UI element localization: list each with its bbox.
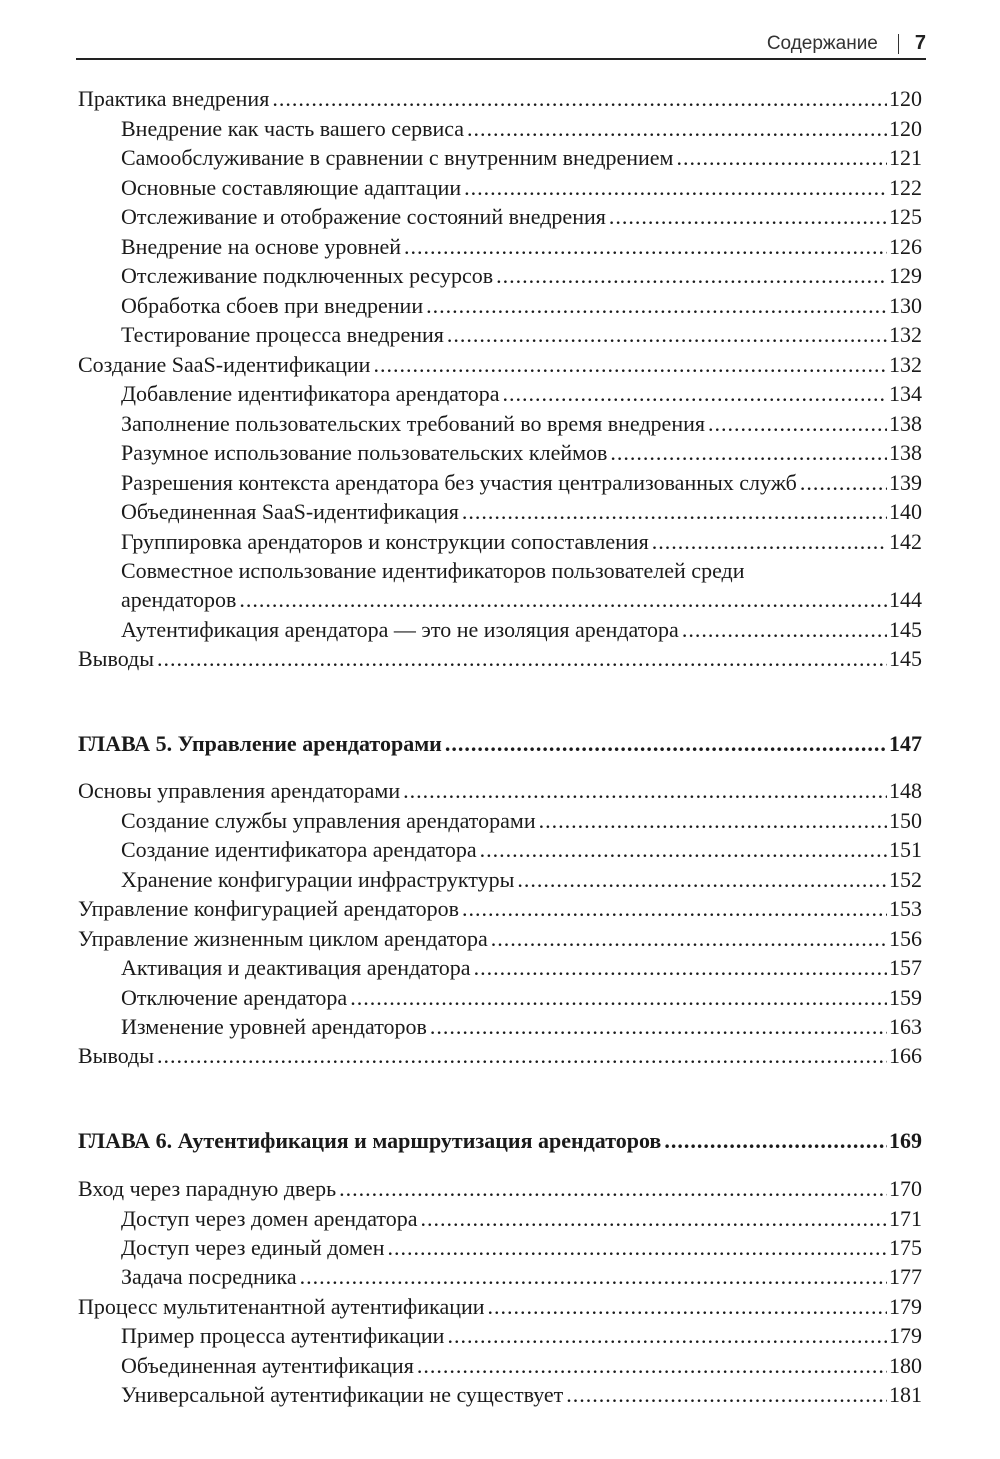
page-number: 7 [914, 32, 926, 54]
toc-subentry[interactable]: Разумное использование пользовательских клеймов ..... 138 [121, 438, 922, 468]
toc-subentry[interactable]: Объединенная аутентификация ..... 180 [121, 1351, 922, 1381]
toc-subentry[interactable]: Внедрение на основе уровней ..... 126 [121, 232, 922, 262]
toc-subentry[interactable]: Обработка сбоев при внедрении ..... 130 [121, 291, 922, 321]
toc-subentry[interactable]: Добавление идентификатора арендатора ..... 134 [121, 379, 922, 409]
toc-subentry[interactable]: Пример процесса аутентификации ..... 179 [121, 1321, 922, 1351]
toc-subentry[interactable]: Заполнение пользовательских требований во время внедрения ..... 138 [121, 409, 922, 439]
toc-subentry[interactable]: Активация и деактивация арендатора ..... 157 [121, 953, 922, 983]
toc-subentry[interactable]: Внедрение как часть вашего сервиса ..... 120 [121, 114, 922, 144]
toc-subentry-first-line[interactable]: Совместное использование идентификаторов пользователей среди [121, 558, 745, 583]
header-divider [898, 34, 899, 54]
toc-subentry[interactable]: Тестирование процесса внедрения ..... 132 [121, 320, 922, 350]
toc-entry[interactable]: Выводы ..... 166 [78, 1041, 922, 1071]
toc-subentry[interactable]: Отключение арендатора ..... 159 [121, 983, 922, 1013]
toc-subentry[interactable]: Отслеживание и отображение состояний внедрения ..... 125 [121, 202, 922, 232]
toc-subentry[interactable]: Доступ через домен арендатора ..... 171 [121, 1204, 922, 1234]
toc-entry[interactable]: Процесс мультитенантной аутентификации ..... 179 [78, 1292, 922, 1322]
toc-subentry[interactable]: арендаторов ..... 144 [121, 585, 922, 615]
toc-subentry[interactable]: Разрешения контекста арендатора без участия централизованных служб ..... 139 [121, 468, 922, 498]
toc-entry[interactable]: Практика внедрения ..... 120 [78, 84, 922, 114]
toc-subentry[interactable]: Самообслуживание в сравнении с внутренним внедрением ..... 121 [121, 143, 922, 173]
toc-entry[interactable]: Выводы ..... 145 [78, 644, 922, 674]
toc-subentry[interactable]: Отслеживание подключенных ресурсов ..... 129 [121, 261, 922, 291]
toc-subentry[interactable]: Аутентификация арендатора — это не изоляция арендатора ..... 145 [121, 615, 922, 645]
toc-entry[interactable]: Основы управления арендаторами ..... 148 [78, 776, 922, 806]
toc-entry[interactable]: Управление конфигурацией арендаторов ..... 153 [78, 894, 922, 924]
toc-subentry[interactable]: Хранение конфигурации инфраструктуры ..... 152 [121, 865, 922, 895]
chapter-heading[interactable]: ГЛАВА 5. Управление арендаторами ..... 147 [78, 729, 922, 759]
toc-entry[interactable]: Вход через парадную дверь ..... 170 [78, 1174, 922, 1204]
toc-subentry[interactable]: Изменение уровней арендаторов ..... 163 [121, 1012, 922, 1042]
toc-entry[interactable]: Управление жизненным циклом арендатора ..... 156 [78, 924, 922, 954]
running-header-title: Содержание [766, 32, 878, 54]
toc-subentry[interactable]: Задача посредника ..... 177 [121, 1262, 922, 1292]
toc-subentry[interactable]: Основные составляющие адаптации ..... 122 [121, 173, 922, 203]
toc-subentry[interactable]: Создание службы управления арендаторами ..... 150 [121, 806, 922, 836]
toc-subentry[interactable]: Универсальной аутентификации не существует ..... 181 [121, 1380, 922, 1410]
toc-subentry[interactable]: Создание идентификатора арендатора ..... 151 [121, 835, 922, 865]
toc-subentry[interactable]: Группировка арендаторов и конструкции сопоставления ..... 142 [121, 527, 922, 557]
toc-entry[interactable]: Создание SaaS-идентификации ..... 132 [78, 350, 922, 380]
chapter-heading[interactable]: ГЛАВА 6. Аутентификация и маршрутизация арендаторов ..... 169 [78, 1126, 922, 1156]
toc-subentry[interactable]: Объединенная SaaS-идентификация ..... 140 [121, 497, 922, 527]
running-header [76, 26, 926, 60]
toc-subentry[interactable]: Доступ через единый домен ..... 175 [121, 1233, 922, 1263]
